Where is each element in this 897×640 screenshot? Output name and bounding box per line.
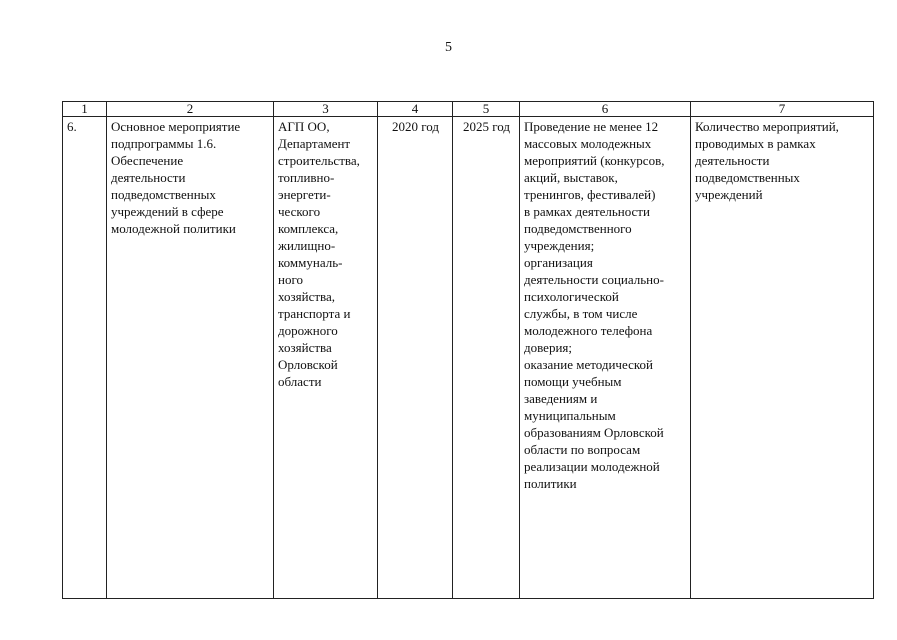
header-cell-3: 3 xyxy=(274,102,378,117)
start-year-cell xyxy=(378,117,453,599)
header-cell-1: 1 xyxy=(63,102,107,117)
header-cell-5: 5 xyxy=(453,102,520,117)
result-text: Проведение не менее 12 массовых молодежных мероприятий (конкурсов, акций, выставок, тренингов, фестивалей) в рамках деятельности подведомственного учреждения; организация деятельности социально- психологической службы, в том числе молодежного телефона доверия; оказание методической помощи учебным заведениям и муниципальным образованиям Орловской области по вопросам реализации молодежной политики xyxy=(524,119,665,491)
row-number: 6. xyxy=(67,119,77,134)
start-year: 2020 год xyxy=(392,119,439,134)
page-number: 5 xyxy=(445,40,452,55)
header-cell-2: 2 xyxy=(107,102,274,117)
header-cell-4: 4 xyxy=(378,102,453,117)
activity-text: Основное мероприятие подпрограммы 1.6. Обеспечение деятельности подведомственных учреждений в сфере молодежной политики xyxy=(111,119,241,236)
header-row xyxy=(63,102,874,117)
row-number-cell xyxy=(63,117,107,599)
indicator-cell xyxy=(691,117,874,599)
end-year: 2025 год xyxy=(463,119,510,134)
header-cell-7: 7 xyxy=(691,102,874,117)
end-year-cell xyxy=(453,117,520,599)
header-cell-6: 6 xyxy=(520,102,691,117)
executor-cell xyxy=(274,117,378,599)
indicator-text: Количество мероприятий, проводимых в рамках деятельности подведомственных учреждений xyxy=(695,119,839,202)
program-table xyxy=(62,101,874,599)
table-row xyxy=(63,117,874,599)
result-cell xyxy=(520,117,691,599)
executor-text: АГП ОО, Департамент строительства, топливно- энергети- ческого комплекса, жилищно- коммуналь- ного хозяйства, транспорта и дорожного хозяйства Орловской области xyxy=(278,119,360,389)
activity-cell xyxy=(107,117,274,599)
